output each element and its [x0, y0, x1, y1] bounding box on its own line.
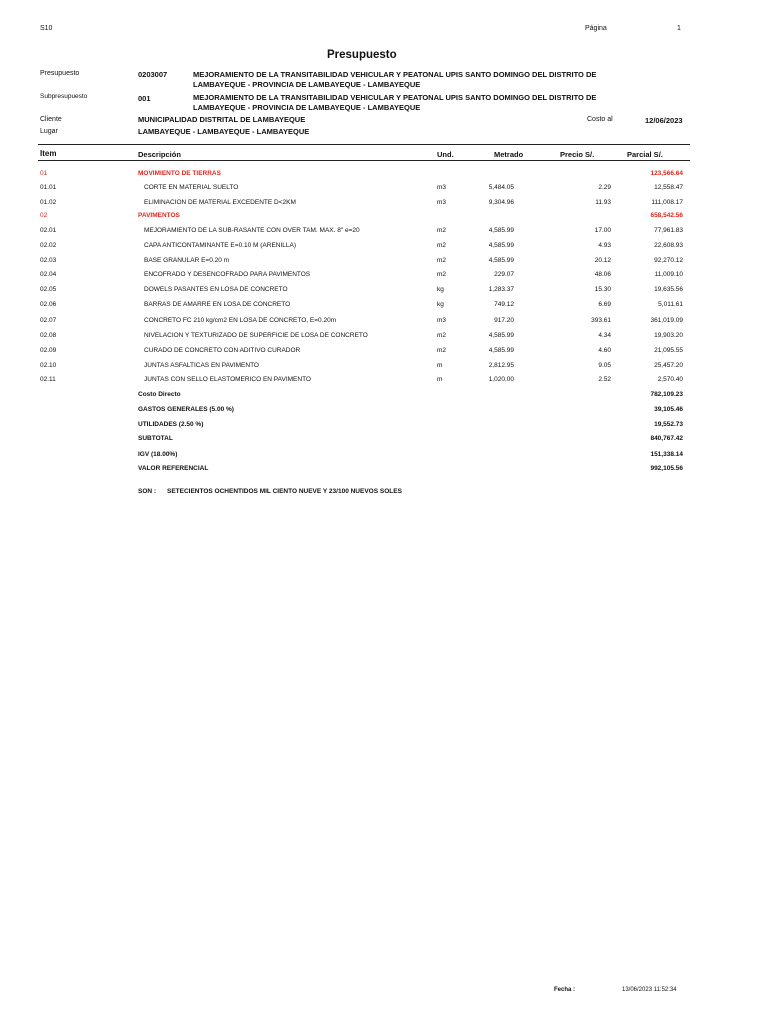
- cell-precio: 4.93: [598, 242, 611, 249]
- cell-und: m2: [437, 271, 447, 278]
- total-label: VALOR REFERENCIAL: [138, 465, 209, 472]
- cell-descripcion: CAPA ANTICONTAMINANTE E=0.10 M (ARENILLA): [144, 242, 297, 249]
- cell-descripcion: MOVIMIENTO DE TIERRAS: [138, 170, 221, 177]
- cell-parcial: 12,558.47: [654, 184, 683, 191]
- cell-parcial: 77,961.83: [654, 227, 683, 234]
- total-value: 39,105.46: [654, 406, 683, 413]
- total-label: GASTOS GENERALES (5.00 %): [138, 406, 234, 413]
- cell-und: m3: [437, 317, 447, 324]
- presupuesto-label: Presupuesto: [40, 70, 80, 77]
- col-header-metrado: Metrado: [494, 150, 524, 159]
- cell-precio: 2.52: [598, 376, 611, 383]
- total-label: IGV (18.00%): [138, 451, 178, 458]
- table-row: [0, 199, 768, 213]
- lugar-value: LAMBAYEQUE - LAMBAYEQUE - LAMBAYEQUE: [138, 127, 310, 136]
- cell-descripcion: PAVIMENTOS: [138, 212, 180, 219]
- cell-item: 02.05: [40, 286, 57, 293]
- total-label: SUBTOTAL: [138, 435, 173, 442]
- cell-und: m2: [437, 347, 447, 354]
- cell-item: 02.03: [40, 257, 57, 264]
- fecha-value: 13/06/2023 11:52:34: [622, 987, 677, 993]
- table-row: [0, 301, 768, 315]
- cell-precio: 15.30: [594, 286, 611, 293]
- subpresupuesto-desc-line1: MEJORAMIENTO DE LA TRANSITABILIDAD VEHICULAR Y PEATONAL UPIS SANTO DOMINGO DEL DISTRITO DE: [193, 93, 597, 102]
- table-row: [0, 242, 768, 256]
- cell-und: kg: [437, 301, 444, 308]
- cell-precio: 11.93: [595, 199, 611, 206]
- cell-item: 02.06: [40, 301, 57, 308]
- cell-item: 02.01: [40, 227, 57, 234]
- total-value: 151,338.14: [650, 451, 683, 458]
- cell-item: 01.01: [40, 184, 57, 191]
- lugar-label: Lugar: [40, 128, 58, 135]
- cell-item: 02.07: [40, 317, 57, 324]
- cell-item: 02.02: [40, 242, 57, 249]
- table-group-row: [0, 212, 768, 226]
- cell-precio: 6.69: [598, 301, 611, 308]
- total-label: UTILIDADES (2.50 %): [138, 421, 204, 428]
- son-text: SETECIENTOS OCHENTIDOS MIL CIENTO NUEVE Y 23/100 NUEVOS SOLES: [167, 488, 402, 495]
- cell-metrado: 1,283.37: [488, 286, 514, 293]
- cell-precio: 4.60: [598, 347, 611, 354]
- report-code: S10: [40, 25, 53, 32]
- col-header-parcial: Parcial S/.: [627, 150, 663, 159]
- presupuesto-desc-line2: LAMBAYEQUE - PROVINCIA DE LAMBAYEQUE - LAMBAYEQUE: [193, 80, 421, 89]
- cell-und: m2: [437, 257, 447, 264]
- cell-metrado: 749.12: [494, 301, 514, 308]
- cell-descripcion: BASE GRANULAR E=0.20 m: [144, 257, 230, 264]
- cell-parcial: 2,570.40: [657, 376, 683, 383]
- cell-und: m2: [437, 332, 447, 339]
- cell-item: 02: [40, 212, 48, 219]
- subpresupuesto-desc-line2: LAMBAYEQUE - PROVINCIA DE LAMBAYEQUE - LAMBAYEQUE: [193, 103, 421, 112]
- col-header-item: Item: [40, 149, 57, 158]
- table-row: [0, 257, 768, 271]
- cell-parcial: 92,270.12: [654, 257, 683, 264]
- cell-precio: 4.34: [598, 332, 611, 339]
- cell-item: 02.10: [40, 362, 57, 369]
- table-row: [0, 184, 768, 198]
- page-label: Página: [585, 25, 607, 32]
- cell-und: m2: [437, 242, 447, 249]
- fecha-label: Fecha :: [554, 987, 576, 993]
- cell-parcial: 123,566.64: [650, 170, 683, 177]
- cell-descripcion: CURADO DE CONCRETO CON ADITIVO CURADOR: [144, 347, 301, 354]
- cell-parcial: 25,457.20: [654, 362, 683, 369]
- cell-precio: 20.12: [594, 257, 611, 264]
- costo-date: 12/06/2023: [645, 116, 683, 125]
- table-group-row: [0, 170, 768, 184]
- cell-descripcion: CORTE EN MATERIAL SUELTO: [144, 184, 239, 191]
- cell-parcial: 19,903.20: [654, 332, 683, 339]
- table-row: [0, 332, 768, 346]
- cell-parcial: 111,008.17: [651, 199, 683, 206]
- cell-descripcion: NIVELACION Y TEXTURIZADO DE SUPERFICIE DE LOSA DE CONCRETO: [144, 332, 368, 339]
- table-row: [0, 376, 768, 390]
- total-value: 840,767.42: [650, 435, 683, 442]
- table-header-top-rule: [38, 144, 690, 145]
- cell-parcial: 658,542.56: [650, 212, 683, 219]
- table-row: [0, 317, 768, 331]
- cell-und: m2: [437, 227, 447, 234]
- cell-descripcion: CONCRETO FC 210 kg/cm2 EN LOSA DE CONCRETO, E=0.20m: [144, 317, 337, 324]
- cell-descripcion: BARRAS DE AMARRE EN LOSA DE CONCRETO: [144, 301, 291, 308]
- cell-descripcion: JUNTAS ASFALTICAS EN PAVIMENTO: [144, 362, 259, 369]
- total-label: Costo Directo: [138, 391, 181, 398]
- cell-parcial: 361,019.09: [650, 317, 683, 324]
- table-header-bottom-rule: [38, 160, 690, 161]
- page-number: 1: [677, 25, 681, 32]
- table-row: [0, 362, 768, 376]
- cell-metrado: 1,020.00: [488, 376, 514, 383]
- page-title: Presupuesto: [327, 49, 397, 61]
- cell-item: 02.09: [40, 347, 57, 354]
- cell-metrado: 4,585.99: [488, 242, 514, 249]
- table-row: [0, 227, 768, 241]
- cell-und: m: [437, 362, 443, 369]
- cell-und: m: [437, 376, 443, 383]
- col-header-und: Und.: [437, 150, 454, 159]
- son-label: SON :: [138, 488, 157, 495]
- cell-metrado: 917.20: [494, 317, 514, 324]
- cell-descripcion: DOWELS PASANTES EN LOSA DE CONCRETO: [144, 286, 288, 293]
- cell-precio: 9.05: [598, 362, 611, 369]
- cell-metrado: 4,585.99: [488, 257, 514, 264]
- cell-item: 02.08: [40, 332, 57, 339]
- cell-parcial: 21,095.55: [654, 347, 683, 354]
- cell-item: 02.04: [40, 271, 57, 278]
- col-header-descripcion: Descripción: [138, 150, 181, 159]
- cell-metrado: 4,585.99: [488, 347, 514, 354]
- col-header-precio: Precio S/.: [560, 150, 595, 159]
- cliente-label: Cliente: [40, 116, 62, 123]
- presupuesto-code: 0203007: [138, 70, 168, 79]
- cell-parcial: 22,608.93: [654, 242, 683, 249]
- cell-metrado: 229.07: [494, 271, 514, 278]
- cell-precio: 2.29: [598, 184, 611, 191]
- cell-metrado: 9,304.96: [488, 199, 514, 206]
- cell-item: 02.11: [40, 376, 56, 383]
- cell-precio: 48.06: [594, 271, 611, 278]
- cell-item: 01: [40, 170, 48, 177]
- cell-precio: 17.00: [594, 227, 611, 234]
- table-row: [0, 347, 768, 361]
- total-value: 19,552.73: [654, 421, 683, 428]
- cliente-value: MUNICIPALIDAD DISTRITAL DE LAMBAYEQUE: [138, 115, 306, 124]
- cell-parcial: 5,011.61: [658, 301, 683, 308]
- cell-metrado: 5,484.05: [488, 184, 514, 191]
- cell-descripcion: MEJORAMIENTO DE LA SUB-RASANTE CON OVER TAM. MAX. 8" e=20: [144, 227, 360, 234]
- table-row: [0, 286, 768, 300]
- cell-und: m3: [437, 199, 447, 206]
- cell-metrado: 4,585.99: [488, 227, 514, 234]
- cell-descripcion: JUNTAS CON SELLO ELASTOMERICO EN PAVIMENTO: [144, 376, 311, 383]
- total-value: 992,105.56: [650, 465, 683, 472]
- table-row: [0, 271, 768, 285]
- cell-precio: 393.61: [591, 317, 611, 324]
- costo-label: Costo al: [587, 116, 613, 123]
- cell-item: 01.02: [40, 199, 57, 206]
- cell-metrado: 4,585.99: [488, 332, 514, 339]
- presupuesto-desc-line1: MEJORAMIENTO DE LA TRANSITABILIDAD VEHICULAR Y PEATONAL UPIS SANTO DOMINGO DEL DISTRITO DE: [193, 70, 597, 79]
- cell-descripcion: ELIMINACION DE MATERIAL EXCEDENTE D<2KM: [144, 199, 296, 206]
- cell-parcial: 19,635.56: [654, 286, 683, 293]
- cell-metrado: 2,812.95: [488, 362, 514, 369]
- cell-und: m3: [437, 184, 447, 191]
- total-value: 782,109.23: [650, 391, 683, 398]
- subpresupuesto-label: Subpresupuesto: [40, 93, 88, 100]
- cell-und: kg: [437, 286, 444, 293]
- cell-descripcion: ENCOFRADO Y DESENCOFRADO PARA PAVIMENTOS: [144, 271, 311, 278]
- cell-parcial: 11,009.10: [654, 271, 683, 278]
- subpresupuesto-code: 001: [138, 94, 151, 103]
